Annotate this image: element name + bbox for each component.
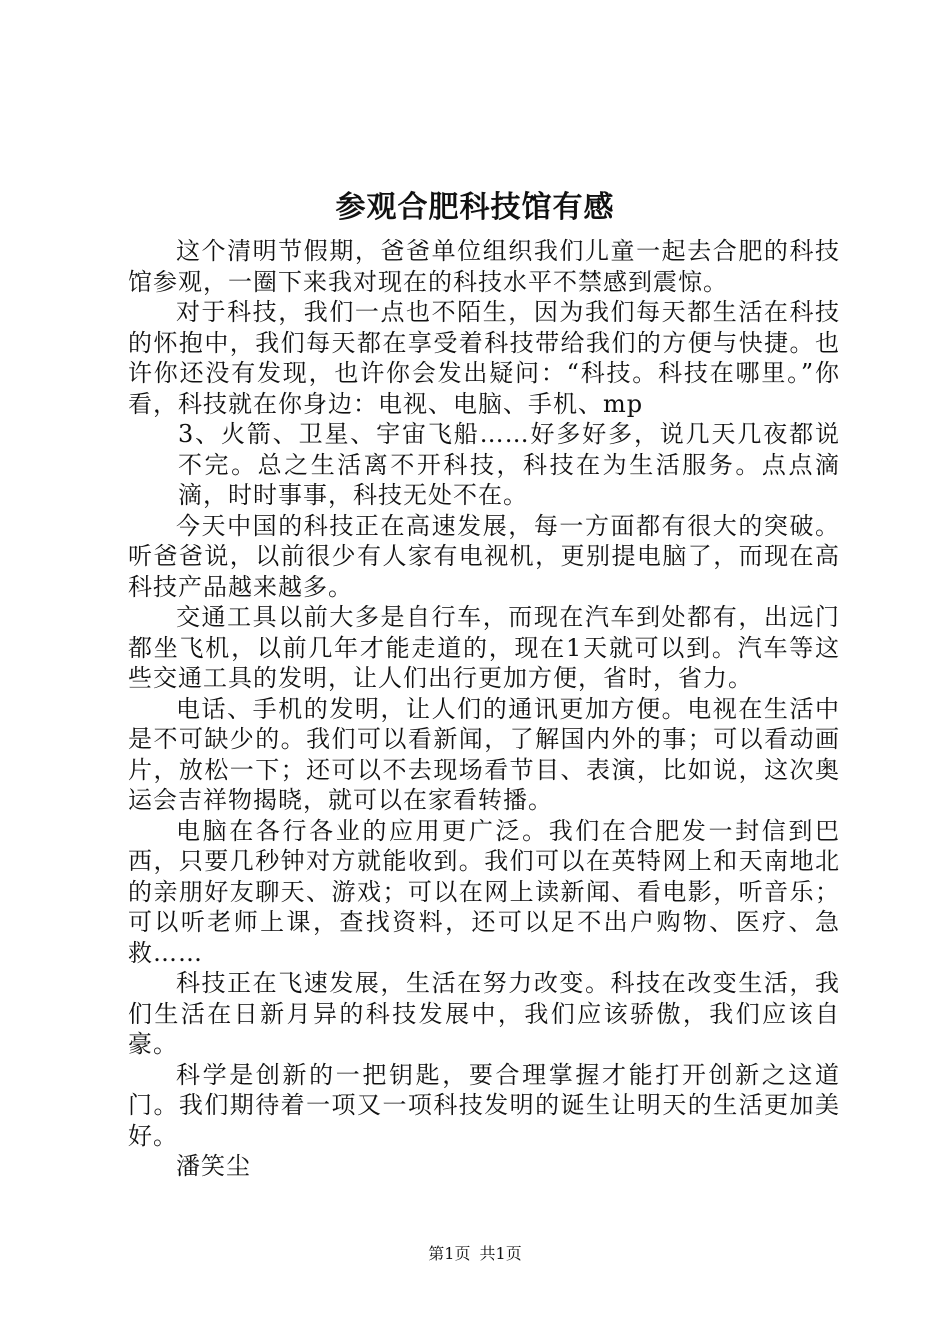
paragraph-1: 这个清明节假期，爸爸单位组织我们儿童一起去合肥的科技馆参观，一圈下来我对现在的科技水平不禁感到震惊。 [128,237,840,296]
document-body [128,236,840,1182]
paragraph-8: 科技正在飞速发展，生活在努力改变。科技在改变生活，我们生活在日新月异的科技发展中，我们应该骄傲，我们应该自豪。 [128,969,840,1058]
page-footer [0,1243,950,1265]
paragraph-3: 3、火箭、卫星、宇宙飞船……好多好多，说几天几夜都说不完。总之生活离不开科技，科技在为生活服务。点点滴滴，时时事事，科技无处不在。 [178,420,840,509]
paragraph-5: 交通工具以前大多是自行车，而现在汽车到处都有，出远门都坐飞机，以前几年才能走道的，现在1天就可以到。汽车等这些交通工具的发明，让人们出行更加方便，省时，省力。 [128,603,840,692]
paragraph-4: 今天中国的科技正在高速发展，每一方面都有很大的突破。听爸爸说，以前很少有人家有电视机，更别提电脑了，而现在高科技产品越来越多。 [128,511,840,601]
paragraph-9: 科学是创新的一把钥匙，要合理掌握才能打开创新之这道门。我们期待着一项又一项科技发明的诞生让明天的生活更加美好。 [128,1060,840,1150]
page-number: 第1页 [428,1244,471,1263]
page-total: 共1页 [479,1244,522,1263]
paragraph-6: 电话、手机的发明，让人们的通讯更加方便。电视在生活中是不可缺少的。我们可以看新闻，了解国内外的事；可以看动画片，放松一下；还可以不去现场看节目、表演，比如说，这次奥运会吉祥物揭晓，就可以在家看转播。 [128,694,840,814]
author-signature: 潘笑尘 [176,1152,251,1180]
paragraph-7: 电脑在各行各业的应用更广泛。我们在合肥发一封信到巴西，只要几秒钟对方就能收到。我们可以在英特网上和天南地北的亲朋好友聊天、游戏；可以在网上读新闻、看电影，听音乐；可以听老师上课，查找资料，还可以足不出户购物、医疗、急救…… [128,816,840,967]
page-title: 参观合肥科技馆有感 [335,190,615,225]
paragraph-2: 对于科技，我们一点也不陌生，因为我们每天都生活在科技的怀抱中，我们每天都在享受着科技带给我们的方便与快捷。也许你还没有发现，也许你会发出疑问：“科技。科技在哪里。”你看，科技就在你身边：电视、电脑、手机、mp [128,298,840,418]
